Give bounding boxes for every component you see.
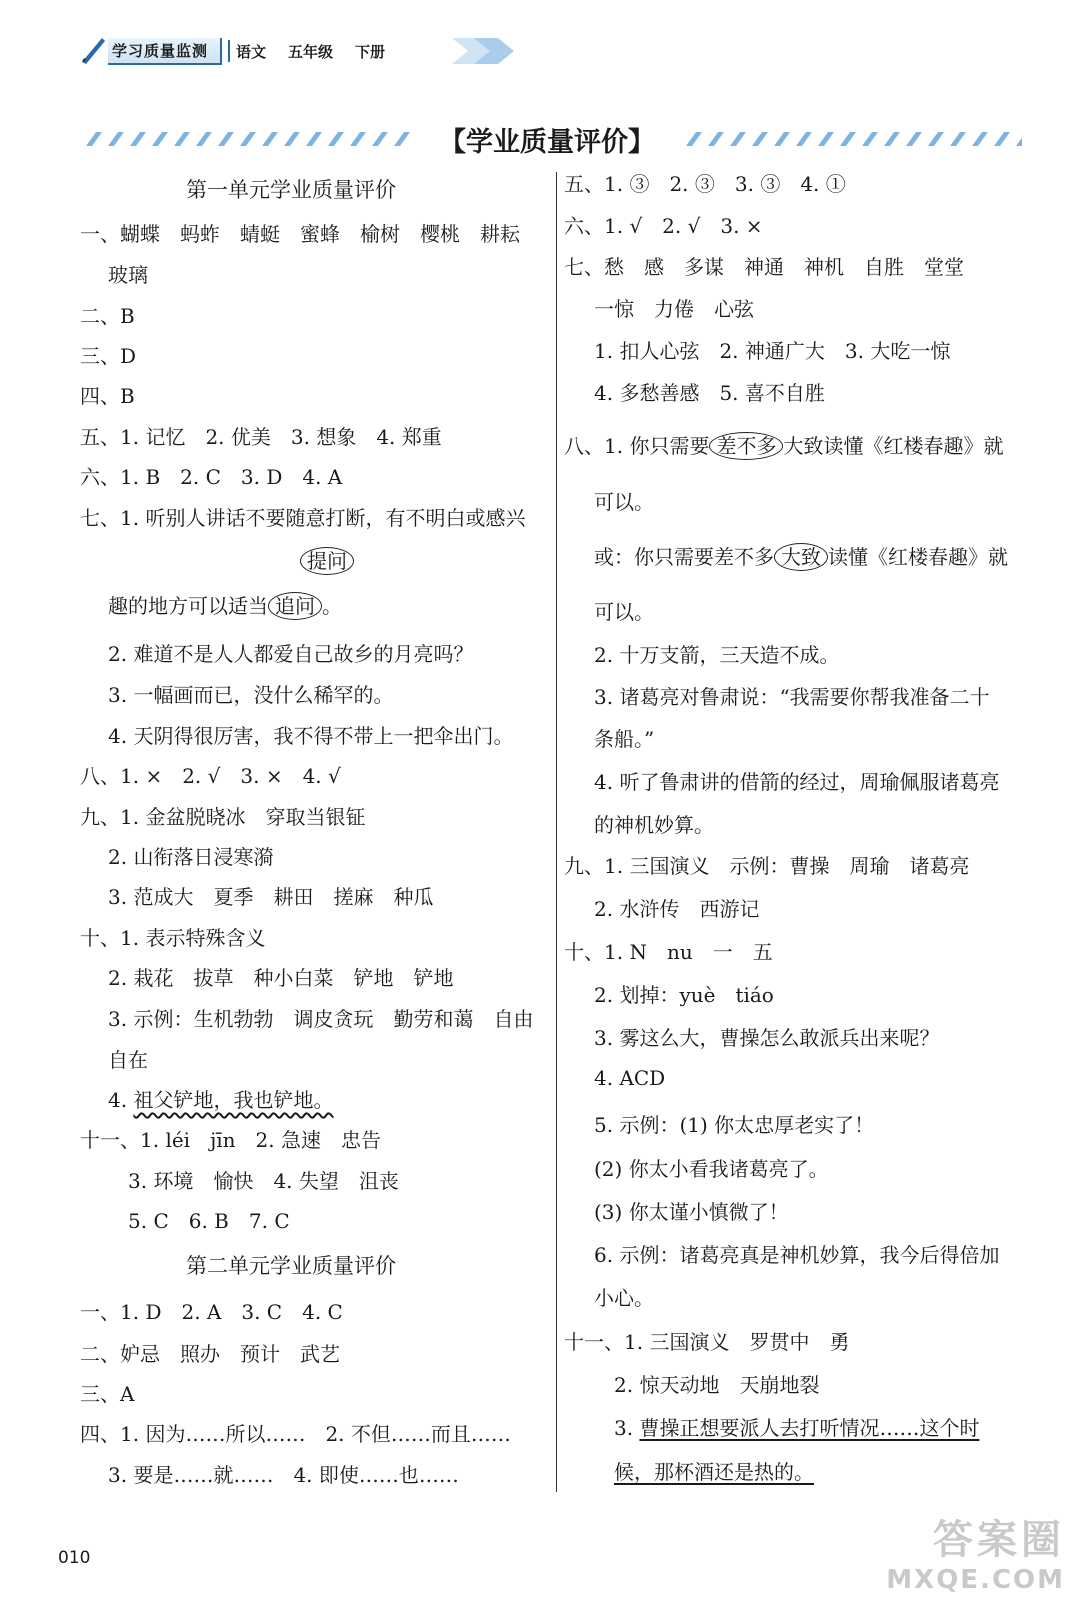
correction-word bbox=[300, 547, 354, 575]
answer-line: 二、妒忌 照办 预计 武艺 bbox=[80, 1342, 340, 1366]
answer-line: 4. 天阴得很厉害，我不得不带上一把伞出门。 bbox=[108, 724, 514, 748]
answer-line: 2. 水浒传 西游记 bbox=[594, 897, 760, 921]
answer-line: 五、1. 记忆 2. 优美 3. 想象 4. 郑重 bbox=[80, 425, 442, 449]
answer-line: 2. 十万支箭，三天造不成。 bbox=[594, 643, 840, 667]
answer-line: 十、1. N nu 一 五 bbox=[564, 940, 773, 964]
answer-line: (2) 你太小看我诸葛亮了。 bbox=[594, 1157, 829, 1181]
answer-line: 趣的地方可以适当 追问 。 bbox=[108, 594, 342, 618]
main-title-bar bbox=[82, 118, 1022, 162]
correction-circle: 提问 bbox=[300, 547, 354, 575]
answer-line: 一、1. D 2. A 3. C 4. C bbox=[80, 1300, 343, 1324]
answer-line: 1. 扣人心弦 2. 神通广大 3. 大吃一惊 bbox=[594, 339, 951, 363]
header-divider bbox=[228, 40, 230, 62]
answer-line: 六、1. B 2. C 3. D 4. A bbox=[80, 465, 343, 489]
answer-line: 可以。 bbox=[594, 490, 654, 514]
circled-word: 大致 bbox=[774, 543, 828, 571]
answer-line: 4. ACD bbox=[594, 1066, 666, 1090]
answer-line: 可以。 bbox=[594, 600, 654, 624]
answer-line: 4. 多愁善感 5. 喜不自胜 bbox=[594, 381, 825, 405]
answer-line: 条船。” bbox=[594, 727, 655, 751]
answer-line: 八、1. × 2. √ 3. × 4. √ bbox=[80, 764, 341, 788]
answer-line: 三、A bbox=[80, 1382, 135, 1406]
column-divider bbox=[556, 172, 557, 1492]
answer-line: 七、1. 听别人讲话不要随意打断，有不明白或感兴 bbox=[80, 506, 526, 530]
answer-line: 2. 难道不是人人都爱自己故乡的月亮吗？ bbox=[108, 642, 474, 666]
answer-line: 的神机妙算。 bbox=[594, 813, 714, 837]
answer-line: 4. 祖父铲地，我也铲地。 bbox=[108, 1088, 334, 1112]
answer-line: 四、B bbox=[80, 384, 135, 408]
answer-line: 玻璃 bbox=[108, 263, 148, 287]
answer-line: 2. 惊天动地 天崩地裂 bbox=[614, 1373, 820, 1397]
answer-line: 二、B bbox=[80, 304, 135, 328]
answer-line: 八、1. 你只需要 差不多 大致读懂《红楼春趣》就 bbox=[564, 434, 1004, 458]
answer-line: 五、1. ③ 2. ③ 3. ③ 4. ① bbox=[564, 172, 846, 196]
answer-line: 5. C 6. B 7. C bbox=[128, 1209, 290, 1233]
answer-line: 四、1. 因为……所以…… 2. 不但……而且…… bbox=[80, 1422, 511, 1446]
answer-line: 4. 听了鲁肃讲的借箭的经过，周瑜佩服诸葛亮 bbox=[594, 770, 1000, 794]
answer-line: (3) 你太谨小慎微了！ bbox=[594, 1200, 789, 1224]
watermark-logo: 答案圈 bbox=[933, 1517, 1065, 1563]
answer-line: 2. 划掉：yuè tiáo bbox=[594, 983, 774, 1007]
answer-line: 3. 范成大 夏季 耕田 搓麻 种瓜 bbox=[108, 885, 434, 909]
answer-line: 或：你只需要差不多 大致 读懂《红楼春趣》就 bbox=[594, 545, 1008, 569]
underlined-text: 曹操正想要派人去打听情况……这个时 bbox=[639, 1416, 980, 1440]
circled-word: 差不多 bbox=[709, 432, 783, 460]
title-stripe-left bbox=[82, 132, 412, 146]
answer-line: 一惊 力倦 心弦 bbox=[594, 297, 754, 321]
grade-label: 五年级 bbox=[288, 42, 334, 61]
answer-line: 十一、1. léi jīn 2. 急速 忠告 bbox=[80, 1128, 381, 1152]
page-number: 010 bbox=[58, 1548, 91, 1568]
answer-line: 3. 示例：生机勃勃 调皮贪玩 勤劳和蔼 自由 bbox=[108, 1007, 534, 1031]
answer-line: 十一、1. 三国演义 罗贯中 勇 bbox=[564, 1330, 850, 1354]
answer-line: 6. 示例：诸葛亮真是神机妙算，我今后得倍加 bbox=[594, 1243, 1000, 1267]
chevron-decoration-icon bbox=[452, 36, 518, 66]
answer-line: 2. 山衔落日浸寒漪 bbox=[108, 845, 274, 869]
main-title: 【学业质量评价】 bbox=[439, 127, 655, 158]
answer-line: 九、1. 三国演义 示例：曹操 周瑜 诸葛亮 bbox=[564, 854, 970, 878]
answer-line: 一、蝴蝶 蚂蚱 蜻蜓 蜜蜂 榆树 樱桃 耕耘 bbox=[80, 222, 520, 246]
subject-label: 语文 bbox=[236, 42, 267, 61]
page-header bbox=[78, 36, 407, 66]
answer-line: 六、1. √ 2. √ 3. × bbox=[564, 214, 763, 238]
watermark-url: MXQE.COM bbox=[886, 1565, 1065, 1595]
answer-line: 自在 bbox=[108, 1048, 148, 1072]
title-stripe-right bbox=[682, 132, 1022, 146]
answer-line: 十、1. 表示特殊含义 bbox=[80, 926, 266, 950]
wavy-underlined-text: 祖父铲地，我也铲地。 bbox=[133, 1088, 334, 1112]
answer-line: 3. 要是……就…… 4. 即使……也…… bbox=[108, 1463, 459, 1487]
answer-line: 3. 一幅画而已，没什么稀罕的。 bbox=[108, 683, 394, 707]
answer-line: 5. 示例：(1) 你太忠厚老实了！ bbox=[594, 1113, 875, 1137]
answer-line: 3. 雾这么大，曹操怎么敢派兵出来呢？ bbox=[594, 1026, 940, 1050]
answer-line: 七、愁 感 多谋 神通 神机 自胜 堂堂 bbox=[564, 255, 964, 279]
underlined-text: 候，那杯酒还是热的。 bbox=[614, 1460, 814, 1484]
volume-label: 下册 bbox=[355, 42, 386, 61]
answer-line: 3. 曹操正想要派人去打听情况……这个时 bbox=[614, 1416, 980, 1440]
circled-word: 追问 bbox=[268, 592, 322, 620]
answer-line: 九、1. 金盆脱晓冰 穿取当银钲 bbox=[80, 805, 366, 829]
brand-label: 学习质量监测 bbox=[108, 38, 222, 65]
answer-line: 3. 环境 愉快 4. 失望 沮丧 bbox=[128, 1169, 399, 1193]
unit2-title: 第二单元学业质量评价 bbox=[186, 1254, 396, 1278]
answer-line: 3. 诸葛亮对鲁肃说：“我需要你帮我准备二十 bbox=[594, 685, 990, 709]
watermark bbox=[886, 1508, 1065, 1595]
answer-line: 小心。 bbox=[594, 1286, 654, 1310]
unit1-title: 第一单元学业质量评价 bbox=[186, 178, 396, 202]
answer-line: 三、D bbox=[80, 344, 137, 368]
answer-line: 2. 栽花 拔草 种小白菜 铲地 铲地 bbox=[108, 966, 454, 990]
